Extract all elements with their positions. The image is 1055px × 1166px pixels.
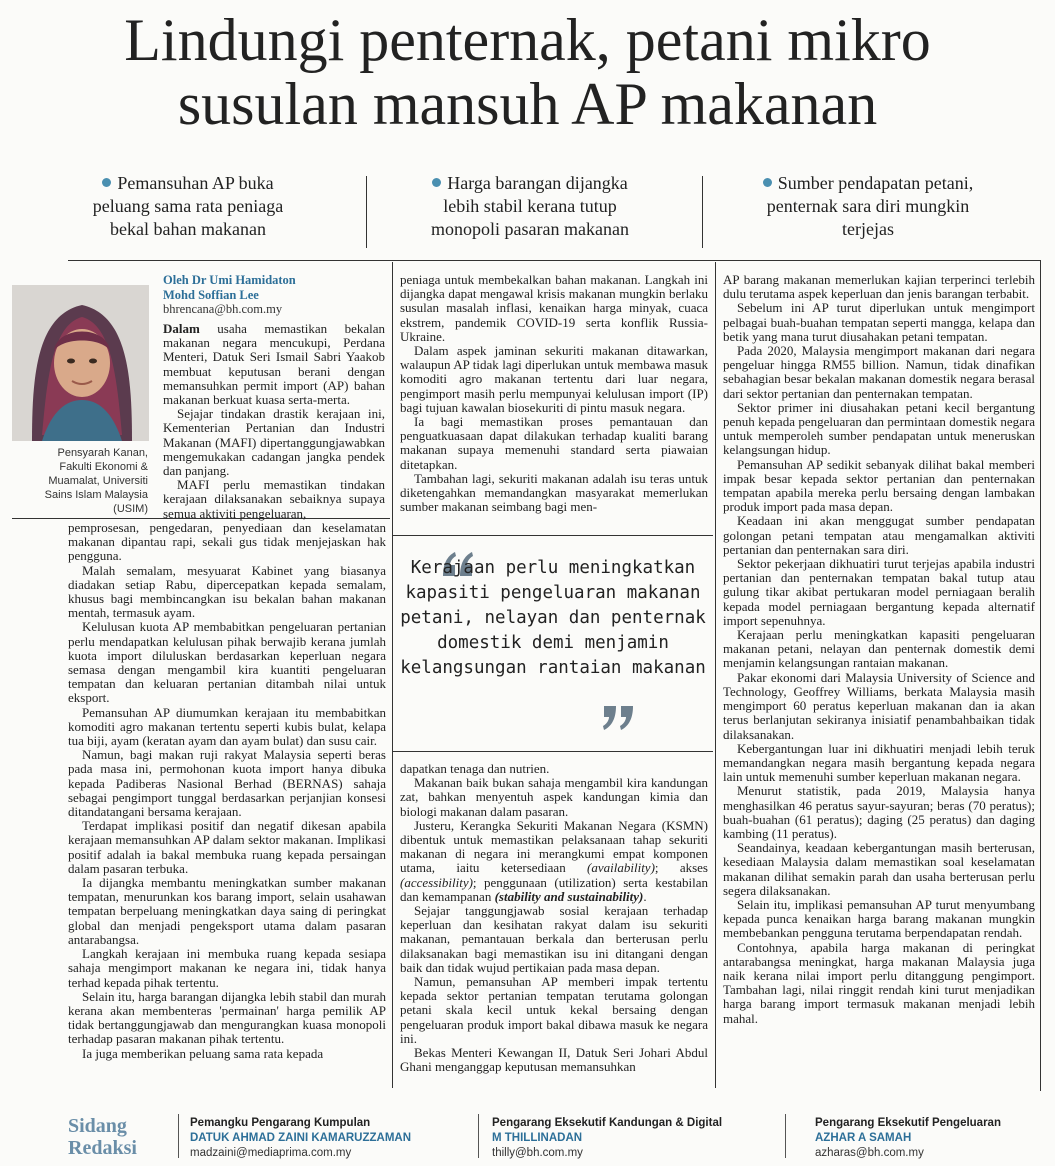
headline [0,8,1055,136]
highlight-3: Sumber pendapatan petani, penternak sara diri mungkin terjejas [708,172,1028,241]
pull-quote [393,535,713,752]
footer-label: Sidang Redaksi [68,1115,137,1159]
column-2-top: peniaga untuk membekalkan bahan makanan. Langkah ini dijangka dapat mengawal krisis makanan mungkin berlaku susulan masalah inflasi, kenaikan harga minyak, cuaca ekstrem, pandemik COVID-19 serta konflik Russia-Ukraine. Dalam aspek jaminan sekuriti makanan ditawarkan, walaupun AP tidak lagi diperlukan untuk membawa masuk komoditi agro makanan tertentu dari luar negara, pengimport masih perlu mempunyai kelulusan import (IP) bagi tujuan kawalan biosekuriti di pintu masuk negara. Ia bagi memastikan proses pemantauan dan penguatkuasaan dapat dilakukan terhadap kualiti barang makanan supaya memenuhi standard serta piawaian ditetapkan. Tambahan lagi, sekuriti makanan adalah isu teras untuk diketengahkan memandangkan masyarakat memerlukan sumber makanan seimbang bagi men- [400,272,708,515]
footer-divider [785,1114,786,1158]
highlight-divider [366,176,367,248]
column-2-bottom: dapatkan tenaga dan nutrien. Makanan baik bukan sahaja mengambil kira kandungan zat, bahkan menyentuh aspek kandungan kimia dan biologi makanan dalam pasaran. Justeru, Kerangka Sekuriti Makanan Negara (KSMN) dibentuk untuk memastikan pelaksanaan tahap sekuriti makanan di negara ini merangkumi empat komponen utama, iaitu ketersediaan (availability); akses (accessibility); penggunaan (utilization) serta kestabilan dan kemampanan (stability and sustainability). Sejajar tanggungjawab sosial kerajaan terhadap keperluan dan kesihatan rakyat dalam isu sekuriti makanan, pemantauan berkala dan berterusan perlu dilaksanakan bagi memastikan isu ini ditangani dengan baik dan tidak wujud pertikaian pada masa depan. Namun, pemansuhan AP memberi impak tertentu kepada sektor pertanian tempatan terutama golongan petani skala kecil untuk kekal bersaing dengan pengeluaran produk import bakal dibawa masuk ke negara ini. Bekas Menteri Kewangan II, Datuk Seri Johari Abdul Ghani menganggap keputusan memansuhkan [400,761,708,1075]
highlight-1: Pemansuhan AP buka peluang sama rata peniaga bekal bahan makanan [92,173,284,239]
footer-editor-2: Pengarang Eksekutif Kandungan & Digital M THILLINADAN thilly@bh.com.my [492,1117,723,1159]
headline-line-1: Lindungi penternak, petani mikro [124,7,931,73]
author-caption: Pensyarah Kanan, Fakulti Ekonomi & Muamalat, Universiti Sains Islam Malaysia (USIM) [44,447,148,515]
bullet-icon [763,178,772,187]
column-3: AP barang makanan memerlukan kajian terperinci terlebih dulu terutama aspek keperluan dan jenis barangan terbabit. Sebelum ini AP turut diperlukan untuk mengimport pelbagai buah-buahan tempatan seperti mangga, kelapa dan betik yang mana turut diusahakan petani tempatan. Pada 2020, Malaysia mengimport makanan dari negara pengeluar hingga RM55 billion. Namun, tidak dinafikan sebahagian besar bekalan makanan domestik negara berasal dari sektor pertanian dan penternakan tempatan. Sektor primer ini diusahakan petani kecil bergantung penuh kepada pengeluaran dan permintaan domestik negara untuk memperoleh sumber pendapatan untuk meneruskan kelangsungan hidup. Pemansuhan AP sedikit sebanyak dilihat bakal memberi impak besar kepada sektor pertanian dan penternakan tempatan apabila mereka perlu bersaing dengan lambakan produk import pada masa depan. Keadaan ini akan menggugat sumber pendapatan golongan petani tempatan atau mengamalkan aktiviti pertanian dan penternakan sara diri. Sektor pekerjaan dikhuatiri turut terjejas apabila industri pertanian dan penternakan tempatan bakal tutup atau gulung tikar akibat pertukaran model perniagaan beralih kepada model perniagaan bergantung kepada alternatif import sepenuhnya. Kerajaan perlu meningkatkan kapasiti pengeluaran makanan petani, nelayan dan penternak domestik demi menjamin kelangsungan rantaian makanan. Pakar ekonomi dari Malaysia University of Science and Technology, Geoffrey Williams, berkata Malaysia masih mengimport 60 peratus keperluan makanan dan ia akan terus berlanjutan sekiranya inisiatif penambahbaikan tidak dilaksanakan. Kebergantungan luar ini dikhuatiri menjadi lebih teruk memandangkan negara masih bergantung kepada negara lain untuk memenuhi sumber keperluan makanan negara. Menurut statistik, pada 2019, Malaysia hanya menghasilkan 46 peratus sayur-sayuran; beras (70 peratus); buah-buahan (61 peratus); daging (25 peratus) dan daging kambing (11 peratus). Seandainya, keadaan kebergantungan masih berterusan, kesediaan Malaysia dalam memastikan soal keselamatan makanan dilihat semakin parah dan usaha berterusan perlu segera dilaksanakan. Selain itu, implikasi pemansuhan AP turut menyumbang kepada punca kenaikan harga barang makanan mungkin membebankan pengguna terutama berpendapatan rendah. Contohnya, apabila harga makanan di peringkat antarabangsa meningkat, harga makanan Malaysia juga naik kerana nilai import perlu ditanggung pengimport. Tambahan lagi, nilai ringgit rendah kini turut menjadikan harga barang import termasuk makanan menjadi lebih mahal. [723,272,1035,1026]
column-1-top: Dalam usaha memastikan bekalan makanan negara mencukupi, Perdana Menteri, Datuk Seri Ismail Sabri Yaakob membuat keputusan berani dengan memansuhkan permit import (AP) bahan makanan berkuat kuasa serta-merta. Sejajar tindakan drastik kerajaan ini, Kementerian Pertanian dan Industri Makanan (MAFI) dipertanggungjawabkan mengemukakan cadangan jangka pendek dan panjang. MAFI perlu memastikan tindakan kerajaan dilaksanakan sebaiknya supaya semua aktiviti pengeluaran, [163,321,385,521]
footer-editor-3: Pengarang Eksekutif Pengeluaran AZHAR A SAMAH azharas@bh.com.my [815,1117,1001,1159]
pull-quote-text: Kerajaan perlu meningkatkan kapasiti pengeluaran makanan petani, nelayan dan penternak domestik demi menjamin kelangsungan rantaian makanan [400,558,706,678]
column-1-bottom: pemprosesan, pengedaran, penyediaan dan keselamatan makanan dipantau rapi, sekali gus tidak menjejaskan hak pengguna. Malah semalam, mesyuarat Kabinet yang biasanya diadakan setiap Rabu, dipercepatkan kepada semalam, khusus bagi membincangkan isu bekalan bahan makanan mentah, termasuk ayam. Kelulusan kuota AP membabitkan pengeluaran pertanian perlu mendapatkan kelulusan pihak berwajib kerana jumlah kuota import diluluskan berdasarkan keperluan negara semasa dengan mengambil kira kuantiti pengeluaran tempatan dan keluaran pertanian ditambah nilai untuk eksport. Pemansuhan AP diumumkan kerajaan itu membabitkan komoditi agro makanan tertentu seperti kubis bulat, kelapa tua biji, ayam (keratan ayam dan ayam bulat) dan susu cair. Namun, bagi makan ruji rakyat Malaysia seperti beras pada masa ini, permohonan kuota import hanya dibuka kepada Padiberas Nasional Berhad (BERNAS) sahaja sebagai pengimport tunggal berdasarkan perjanjian konsesi ditandatangani bersama kerajaan. Terdapat implikasi positif dan negatif dikesan apabila kerajaan memansuhkan AP dalam sektor makanan. Implikasi positif adalah ia bakal membuka ruang kepada persaingan dalam pasaran terbuka. Ia dijangka membantu meningkatkan sumber makanan tempatan, menurunkan kos barang import, selain usahawan tempatan berpeluang meningkatkan daya saing di peringkat global dan menjadi pengeksport utama dalam pasaran antarabangsa. Langkah kerajaan ini membuka ruang kepada sesiapa sahaja mengimport makanan ke negara ini, tidak hanya terhad kepada pihak tertentu. Selain itu, harga barangan dijangka lebih stabil dan murah kerana akan membenteras 'permainan' harga pemilik AP tidak bertanggungjawab dan mengurangkan kuasa monopoli terhadap pasaran makanan pihak tertentu. Ia juga memberikan peluang sama rata kepada [68,520,386,1061]
author-photo [12,285,149,441]
author-email[interactable]: bhrencana@bh.com.my [163,302,283,316]
headline-line-2: susulan mansuh AP makanan [177,71,878,137]
column-divider [715,262,716,1088]
footer-divider [178,1114,179,1158]
highlight-2: Harga barangan dijangka lebih stabil kerana tutup monopoli pasaran makanan [431,173,629,239]
footer-editor-1: Pemangku Pengarang Kumpulan DATUK AHMAD ZAINI KAMARUZZAMAN madzaini@mediaprima.com.my [190,1117,412,1159]
highlight-divider [702,176,703,248]
footer-divider [478,1114,479,1158]
close-quote-icon [601,704,635,732]
byline: Oleh Dr Umi Hamidaton Mohd Soffian Lee [163,273,296,302]
bullet-icon [102,178,111,187]
bullet-icon [432,178,441,187]
